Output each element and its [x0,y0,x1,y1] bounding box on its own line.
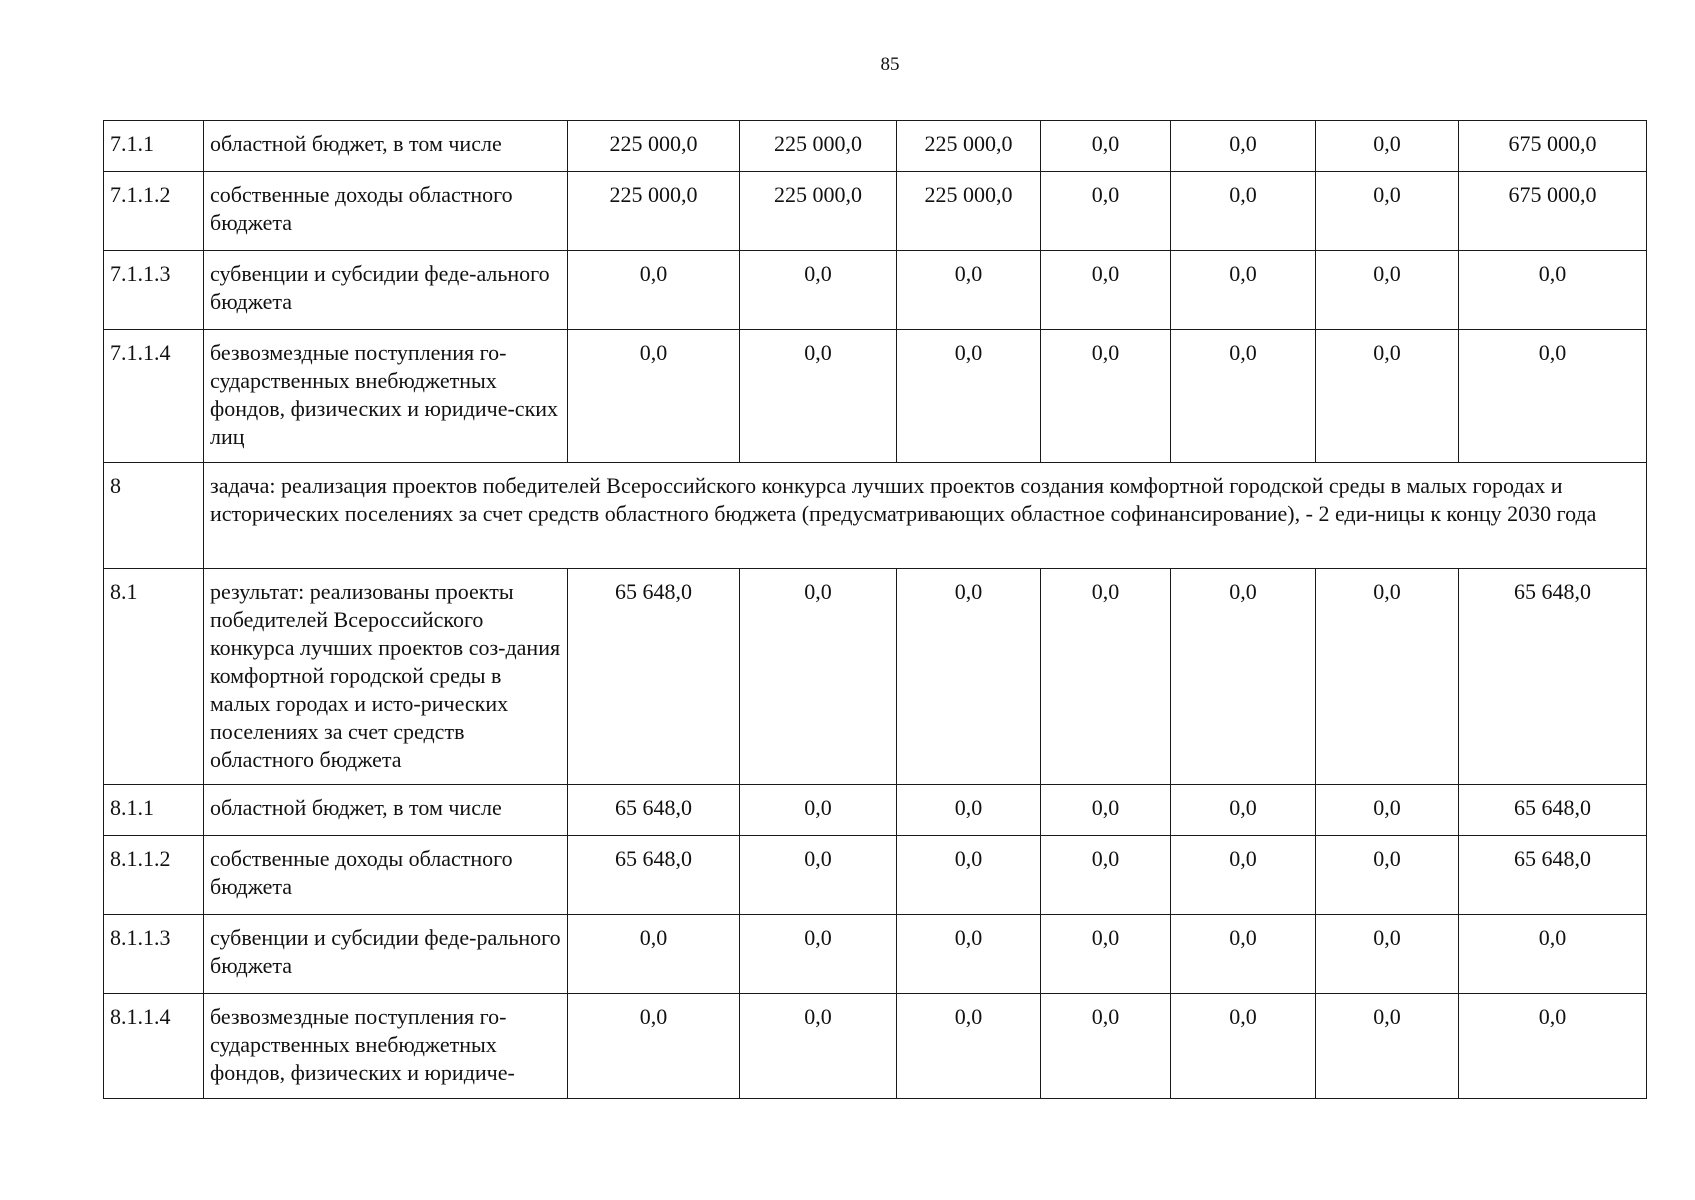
row-code: 8.1.1 [104,785,204,836]
table-row [104,172,1647,251]
page-number: 85 [880,54,900,75]
table-row [104,330,1647,463]
row-code: 8.1.1.3 [104,915,204,994]
value-cell: 0,0 [1171,172,1316,251]
value-cell: 0,0 [1171,251,1316,330]
value-cell: 0,0 [740,785,897,836]
value-cell: 0,0 [1316,994,1459,1099]
value-cell: 0,0 [1041,569,1171,785]
value-cell: 65 648,0 [568,569,740,785]
value-cell: 0,0 [1171,121,1316,172]
row-label: результат: реализованы проекты победителей Всероссийского конкурса лучших проектов соз-дания комфортной городской среды в малых городах и исто-рических поселениях за счет средств областного бюджета [204,569,568,785]
row-label: субвенции и субсидии феде-ального бюджета [204,251,568,330]
row-code: 7.1.1 [104,121,204,172]
value-cell: 0,0 [1041,172,1171,251]
total-cell: 0,0 [1459,251,1647,330]
table-row [104,569,1647,785]
value-cell: 0,0 [1316,251,1459,330]
row-code: 7.1.1.4 [104,330,204,463]
row-code: 8 [104,463,204,569]
row-code: 8.1 [104,569,204,785]
value-cell: 0,0 [740,251,897,330]
table-row [104,915,1647,994]
value-cell: 0,0 [1316,172,1459,251]
value-cell: 0,0 [897,330,1041,463]
value-cell: 0,0 [568,330,740,463]
table-row [104,251,1647,330]
value-cell: 0,0 [1041,994,1171,1099]
value-cell: 0,0 [1171,569,1316,785]
value-cell: 0,0 [897,836,1041,915]
value-cell: 0,0 [1316,836,1459,915]
value-cell: 0,0 [897,251,1041,330]
value-cell: 0,0 [740,915,897,994]
table-row [104,836,1647,915]
row-code: 8.1.1.4 [104,994,204,1099]
value-cell: 225 000,0 [897,121,1041,172]
total-cell: 675 000,0 [1459,172,1647,251]
row-label: собственные доходы областного бюджета [204,172,568,251]
row-label: субвенции и субсидии феде-рального бюджета [204,915,568,994]
total-cell: 675 000,0 [1459,121,1647,172]
value-cell: 0,0 [1316,569,1459,785]
value-cell: 0,0 [568,994,740,1099]
value-cell: 0,0 [740,836,897,915]
value-cell: 0,0 [1041,121,1171,172]
value-cell: 0,0 [1041,915,1171,994]
value-cell: 0,0 [1171,785,1316,836]
table-row-task [104,463,1647,569]
value-cell: 65 648,0 [568,785,740,836]
value-cell: 0,0 [897,785,1041,836]
value-cell: 0,0 [897,569,1041,785]
value-cell: 0,0 [740,569,897,785]
value-cell: 0,0 [1041,836,1171,915]
row-label: собственные доходы областного бюджета [204,836,568,915]
table-row [104,785,1647,836]
value-cell: 0,0 [1316,915,1459,994]
row-code: 7.1.1.3 [104,251,204,330]
row-code: 7.1.1.2 [104,172,204,251]
value-cell: 0,0 [1171,994,1316,1099]
row-label: безвозмездные поступления го-сударственных внебюджетных фондов, физических и юридиче-ских лиц [204,330,568,463]
total-cell: 65 648,0 [1459,836,1647,915]
row-label: областной бюджет, в том числе [204,121,568,172]
value-cell: 0,0 [1316,121,1459,172]
value-cell: 65 648,0 [568,836,740,915]
value-cell: 0,0 [1171,330,1316,463]
task-description: задача: реализация проектов победителей Всероссийского конкурса лучших проектов создания комфортной городской среды в малых городах и исторических поселениях за счет средств областного бюджета (предусматривающих областное софинансирование), - 2 еди-ницы к концу 2030 года [204,463,1647,569]
value-cell: 225 000,0 [740,121,897,172]
table-row [104,994,1647,1099]
value-cell: 0,0 [568,251,740,330]
table-row [104,121,1647,172]
value-cell: 0,0 [1316,330,1459,463]
value-cell: 0,0 [740,994,897,1099]
value-cell: 0,0 [1316,785,1459,836]
total-cell: 0,0 [1459,330,1647,463]
total-cell: 0,0 [1459,994,1647,1099]
value-cell: 0,0 [1171,836,1316,915]
value-cell: 0,0 [897,915,1041,994]
total-cell: 0,0 [1459,915,1647,994]
row-code: 8.1.1.2 [104,836,204,915]
total-cell: 65 648,0 [1459,569,1647,785]
value-cell: 0,0 [1041,785,1171,836]
row-label: областной бюджет, в том числе [204,785,568,836]
value-cell: 0,0 [1041,251,1171,330]
row-label: безвозмездные поступления го-сударственных внебюджетных фондов, физических и юридиче- [204,994,568,1099]
budget-table [103,120,1647,1099]
value-cell: 0,0 [1171,915,1316,994]
value-cell: 0,0 [1041,330,1171,463]
value-cell: 0,0 [897,994,1041,1099]
value-cell: 0,0 [568,915,740,994]
total-cell: 65 648,0 [1459,785,1647,836]
value-cell: 0,0 [740,330,897,463]
value-cell: 225 000,0 [568,172,740,251]
value-cell: 225 000,0 [568,121,740,172]
value-cell: 225 000,0 [897,172,1041,251]
value-cell: 225 000,0 [740,172,897,251]
